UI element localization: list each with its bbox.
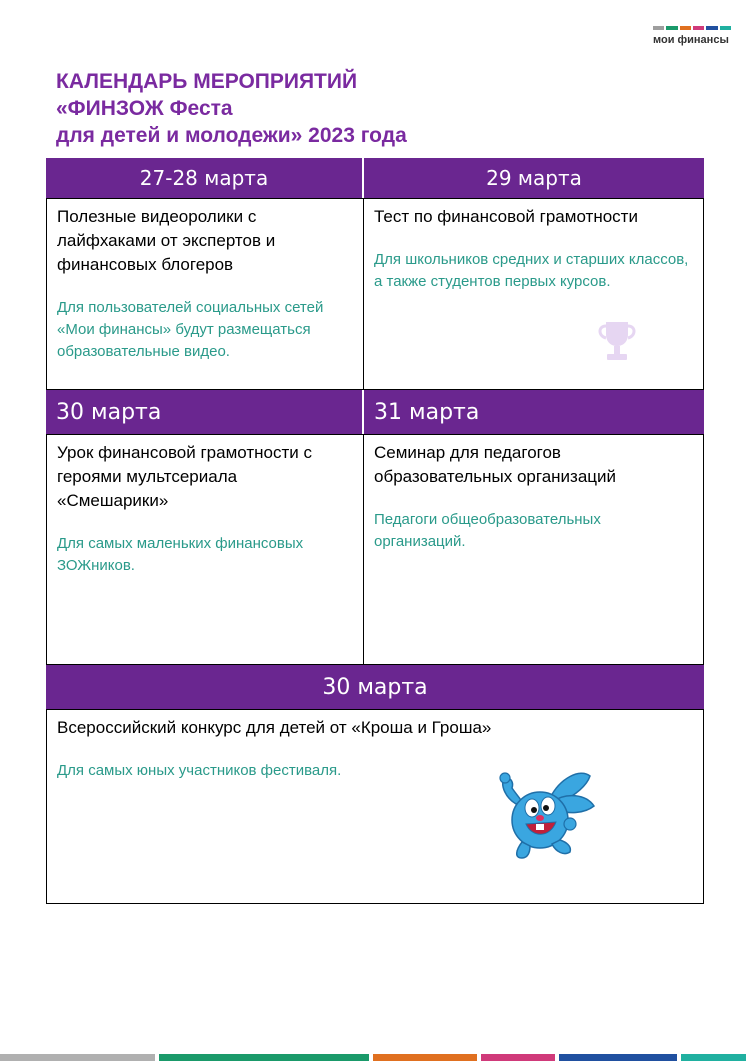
event-title-5: Всероссийский конкурс для детей от «Кроша и Гроша» xyxy=(57,718,492,737)
page-title xyxy=(56,68,407,149)
event-date-header-5: 30 марта xyxy=(46,665,704,709)
logo-text: мои финансы xyxy=(653,34,729,46)
events-table xyxy=(46,158,704,904)
krosh-mascot-image xyxy=(490,758,600,868)
event-date-header-4: 31 марта xyxy=(364,390,704,434)
event-title-2: Тест по финансовой грамотности xyxy=(374,207,638,226)
event-cell-4 xyxy=(363,434,704,665)
event-description-2: Для школьников средних и старших классов, а также студентов первых курсов. xyxy=(374,251,689,290)
event-cell-1 xyxy=(46,198,364,390)
moi-finansy-logo xyxy=(653,26,731,46)
event-title-4: Семинар для педагогов образовательных организаций xyxy=(374,443,617,486)
event-title-1: Полезные видеоролики с лайфхаками от экспертов и финансовых блогеров xyxy=(57,207,276,274)
title-line-3: для детей и молодежи» 2023 года xyxy=(56,124,407,147)
event-date-header-1: 27-28 марта xyxy=(46,158,362,198)
trophy-icon xyxy=(594,318,640,364)
event-description-4: Педагоги общеобразовательных организаций. xyxy=(374,511,601,550)
event-cell-5 xyxy=(46,709,704,904)
logo-stripes xyxy=(653,26,731,30)
event-description-1: Для пользователей социальных сетей «Мои финансы» будут размещаться образовательные видео. xyxy=(57,299,324,360)
bottom-color-bar xyxy=(0,1054,750,1061)
title-line-2: «ФИНЗОЖ Феста xyxy=(56,97,233,120)
event-date-header-2: 29 марта xyxy=(364,158,704,198)
event-cell-2 xyxy=(363,198,704,390)
event-cell-3 xyxy=(46,434,364,665)
event-title-3: Урок финансовой грамотности с героями мультсериала «Смешарики» xyxy=(57,443,312,510)
event-description-3: Для самых маленьких финансовых ЗОЖников. xyxy=(57,535,304,574)
event-date-header-3: 30 марта xyxy=(46,390,362,434)
event-description-5: Для самых юных участников фестиваля. xyxy=(57,762,342,779)
title-line-1: КАЛЕНДАРЬ МЕРОПРИЯТИЙ xyxy=(56,70,358,93)
